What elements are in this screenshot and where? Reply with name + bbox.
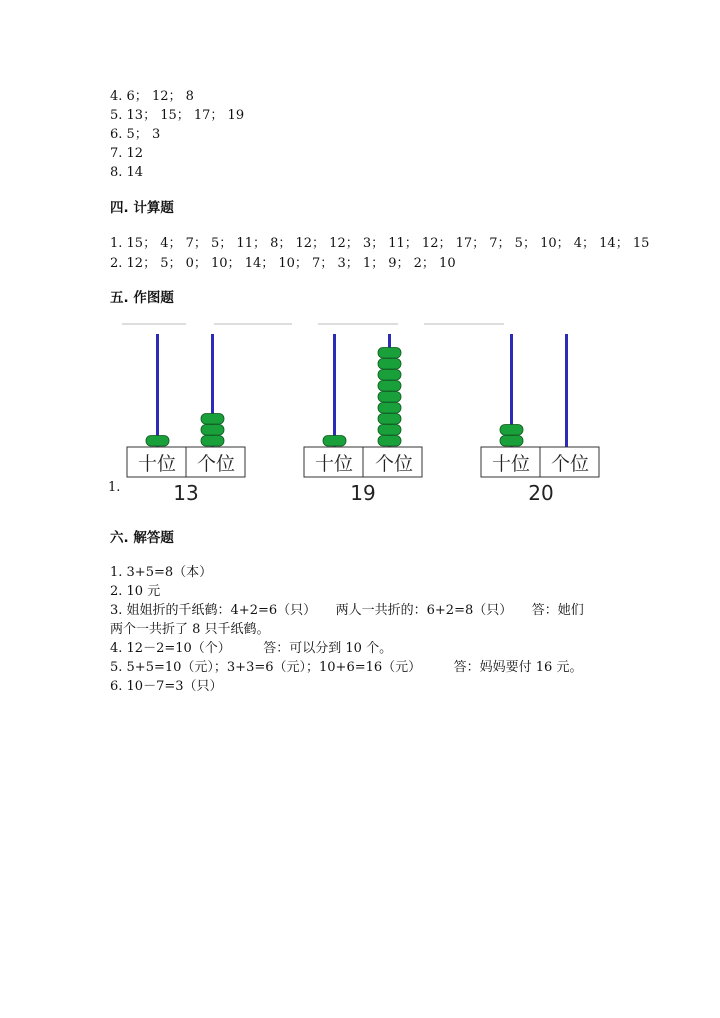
section-heading-calc: 四. 计算题 [110,200,174,216]
ones-bead [378,359,401,370]
abacus-13 [127,334,245,505]
ones-bead [378,381,401,392]
ones-bead [378,403,401,414]
ones-bead [201,436,224,447]
answer-line: 6. 5； 3 [110,127,161,142]
ones-bead [201,414,224,425]
answer-line: 1. 3+5=8（本） [110,565,213,580]
figure-index: 1. [108,480,121,495]
answer-line: 4. 6； 12； 8 [110,89,194,104]
answer-line: 2. 12； 5； 0； 10； 14； 10； 7； 3； 1； 9； 2； 10 [110,256,456,271]
answer-line: 3. 姐姐折的千纸鹤：4+2=6（只） 两人一共折的：6+2=8（只） 答：她们 [110,603,584,618]
ones-label: 个位 [374,453,414,475]
ones-bead [378,348,401,359]
answer-line: 5. 5+5=10（元）；3+3=6（元）；10+6=16（元） 答：妈妈要付 16 元。 [110,660,583,675]
answer-line: 两个一共折了 8 只千纸鹤。 [110,622,270,637]
tens-label: 十位 [491,453,531,475]
ones-bead [378,414,401,425]
answer-line: 4. 12－2=10（个） 答：可以分到 10 个。 [110,641,393,656]
answer-line: 8. 14 [110,165,144,180]
ones-bead [378,370,401,381]
tens-label: 十位 [137,453,177,475]
section-heading-drawing: 五. 作图题 [110,290,174,306]
abacus-19 [304,334,422,505]
answer-line: 7. 12 [110,146,144,161]
answer-line: 6. 10－7=3（只） [110,679,223,694]
tens-bead [146,436,169,447]
abacus-20 [481,334,599,505]
ones-bead [378,392,401,403]
ones-bead [378,436,401,447]
tens-bead [500,436,523,447]
ones-bead [378,425,401,436]
abacus-number: 19 [350,481,376,505]
abacus-number: 13 [173,481,199,505]
ones-bead [201,425,224,436]
tens-bead [323,436,346,447]
answer-line: 5. 13； 15； 17； 19 [110,108,245,123]
abacus-number: 20 [528,481,554,505]
section-heading-word-problems: 六. 解答题 [110,530,174,546]
ones-label: 个位 [550,453,590,475]
answer-line: 2. 10 元 [110,584,161,599]
ones-label: 个位 [196,453,236,475]
answer-line: 1. 15； 4； 7； 5； 11； 8； 12； 12； 3； 11； 12； 17； 7； 5； 10； 4； 14； 15 [110,236,650,251]
tens-label: 十位 [314,453,354,475]
tens-bead [500,425,523,436]
